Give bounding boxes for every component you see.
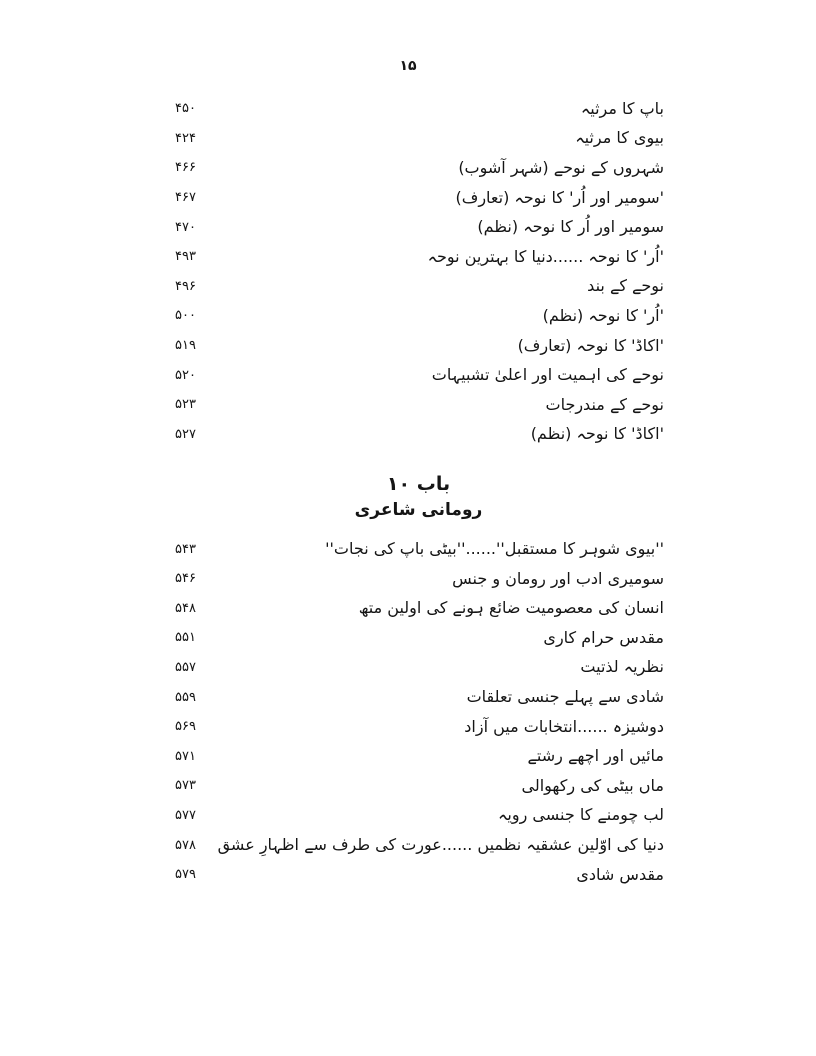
toc-entry-page-number: ۵۰۰ [175,308,196,324]
toc-row [173,153,664,183]
toc-row [173,771,664,801]
toc-entry-page-number: ۵۷۳ [175,778,196,794]
toc-entry-page-number: ۵۴۶ [175,571,196,587]
toc-entry-title: نوحے کی اہمیت اور اعلیٰ تشبیہات [431,365,664,385]
toc-row [173,623,664,653]
toc-entry-page-number: ۵۲۷ [175,426,196,442]
toc-entry-title: مقدس حرام کاری [543,627,664,647]
toc-entry-page-number: ۵۷۹ [175,867,196,883]
toc-entry-title: دنیا کی اوّلین عشقیہ نظمیں ......عورت کی طرف سے اظہارِ عشق [217,835,664,855]
toc-entry-title: سومیری ادب اور رومان و جنس [452,568,664,588]
toc-entry-title: مائیں اور اچھے رشتے [527,746,664,766]
toc-row [173,212,664,242]
toc-entry-title: لب چومنے کا جنسی رویہ [498,805,664,825]
toc-row [173,801,664,831]
toc-entry-page-number: ۴۲۴ [175,130,196,146]
toc-entry-page-number: ۵۴۸ [175,600,196,616]
toc-row [173,183,664,213]
toc-row [173,390,664,420]
toc-entry-title: 'اُر' کا نوحہ ......دنیا کا بہترین نوحہ [427,246,664,266]
toc-entry-page-number: ۵۲۳ [175,397,196,413]
toc-row [173,360,664,390]
toc-entry-page-number: ۵۵۱ [175,630,196,646]
toc-row [173,94,664,124]
toc-entry-title: ''بیوی شوہر کا مستقبل''......''بیٹی باپ کی نجات'' [325,539,664,559]
page-number: ۱۵ [399,58,417,74]
toc-entry-page-number: ۴۷۰ [175,219,196,235]
toc-entry-title: نوحے کے مندرجات [545,394,664,414]
toc-section-chapter-10 [173,534,664,889]
toc-entry-title: شادی سے پہلے جنسی تعلقات [466,687,664,707]
toc-entry-page-number: ۴۹۳ [175,249,196,265]
toc-entry-page-number: ۴۹۶ [175,278,196,294]
toc-content [173,94,664,889]
toc-row [173,741,664,771]
toc-entry-title: انسان کی معصومیت ضائع ہونے کی اولین متھ [358,598,664,618]
toc-row [173,830,664,860]
toc-entry-title: ماں بیٹی کی رکھوالی [521,775,664,795]
toc-entry-page-number: ۴۶۷ [175,190,196,206]
toc-row [173,420,664,450]
toc-entry-page-number: ۵۷۱ [175,748,196,764]
toc-entry-title: شہروں کے نوحے (شہر آشوب) [458,157,664,177]
toc-section-laments [173,94,664,449]
toc-row [173,653,664,683]
toc-row [173,564,664,594]
chapter-title: رومانی شاعری [354,499,483,520]
toc-row [173,124,664,154]
toc-entry-title: بیوی کا مرثیہ [575,128,664,148]
toc-entry-title: دوشیزہ ......انتخابات میں آزاد [464,716,664,736]
toc-entry-title: سومیر اور اُر کا نوحہ (نظم) [477,217,664,237]
toc-row [173,712,664,742]
toc-entry-title: باپ کا مرثیہ [580,98,664,118]
toc-row [173,860,664,890]
toc-entry-page-number: ۵۵۷ [175,659,196,675]
toc-entry-page-number: ۵۴۳ [175,541,196,557]
toc-entry-page-number: ۵۵۹ [175,689,196,705]
toc-entry-page-number: ۴۵۰ [175,101,196,117]
toc-row [173,682,664,712]
toc-row [173,301,664,331]
toc-entry-title: 'سومیر اور اُر' کا نوحہ (تعارف) [455,187,664,207]
toc-entry-page-number: ۵۷۸ [175,837,196,853]
toc-entry-title: 'اکاڈ' کا نوحہ (نظم) [530,424,664,444]
toc-entry-title: مقدس شادی [576,864,664,884]
toc-entry-title: نوحے کے بند [587,276,664,296]
toc-entry-title: 'اکاڈ' کا نوحہ (تعارف) [517,335,664,355]
toc-row [173,331,664,361]
toc-entry-page-number: ۵۱۹ [175,338,196,354]
toc-entry-page-number: ۴۶۶ [175,160,196,176]
toc-entry-page-number: ۵۶۹ [175,719,196,735]
toc-entry-title: نظریہ لذتیت [580,657,664,677]
toc-row [173,534,664,564]
toc-entry-page-number: ۵۲۰ [175,367,196,383]
toc-row [173,242,664,272]
toc-entry-page-number: ۵۷۷ [175,807,196,823]
chapter-heading: باب ۱۰ [386,473,451,496]
toc-row [173,594,664,624]
toc-entry-title: 'اُر' کا نوحہ (نظم) [542,305,664,325]
toc-row [173,272,664,302]
